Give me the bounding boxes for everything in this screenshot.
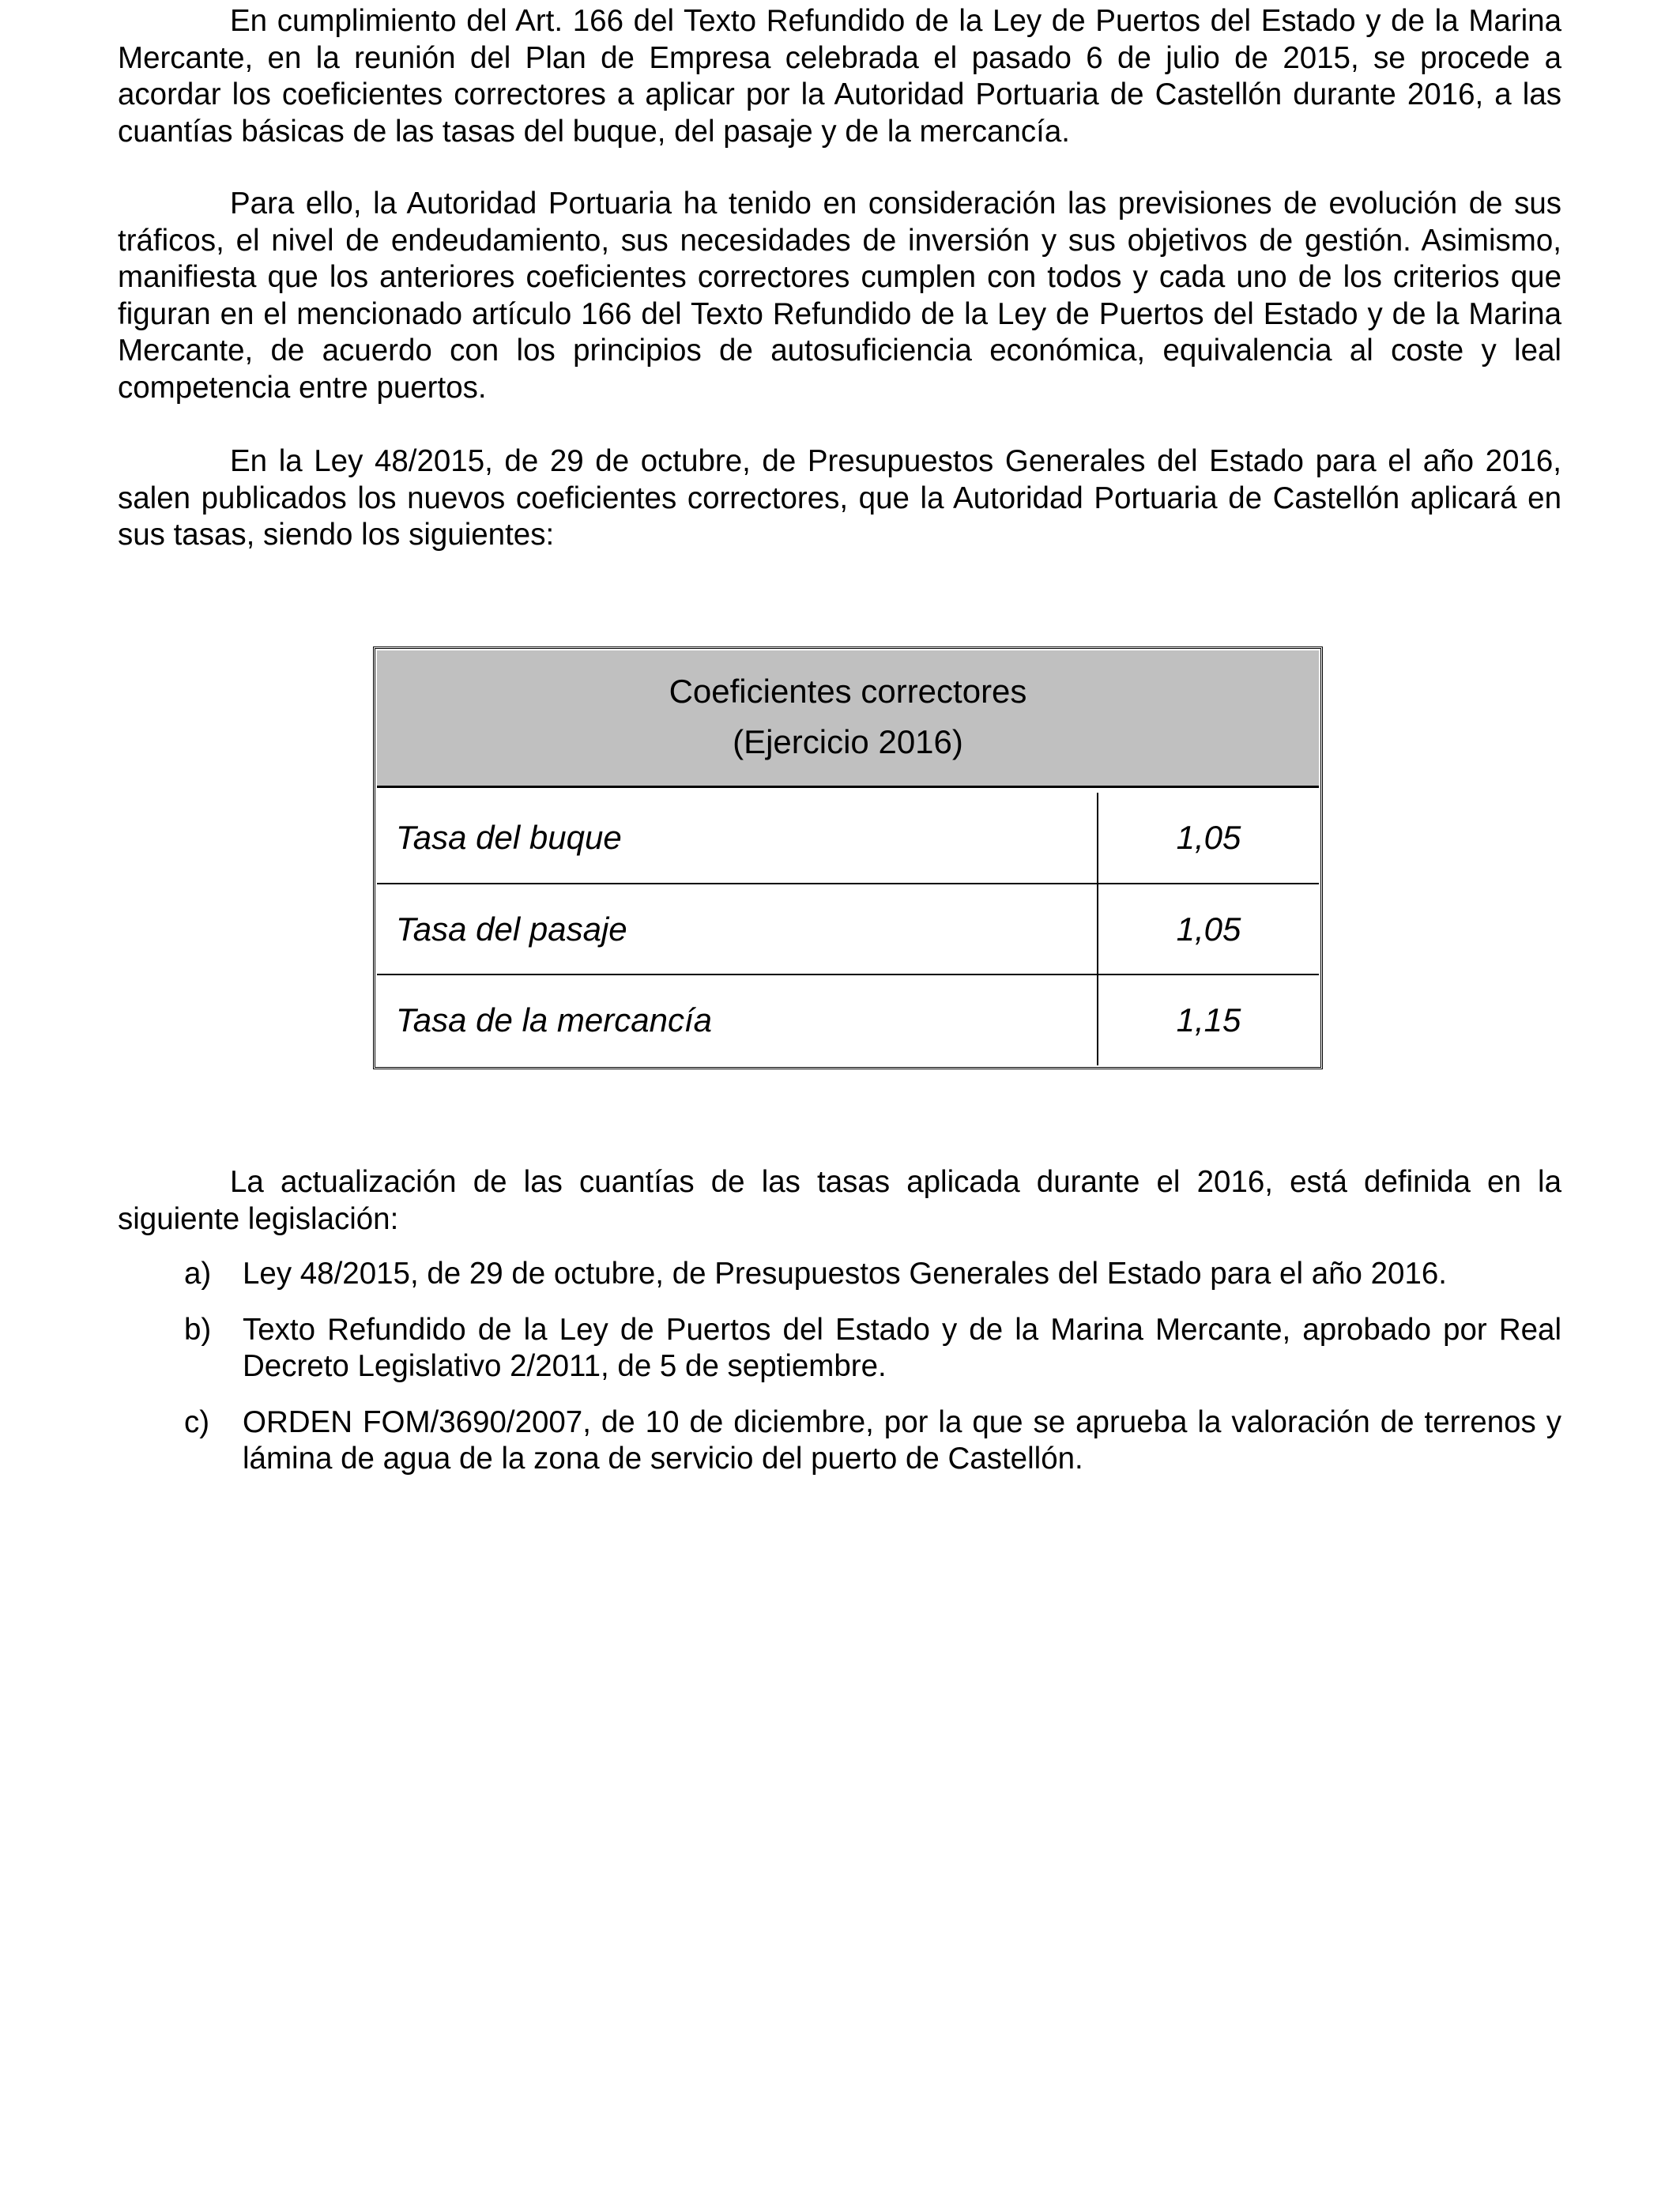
row-label: Tasa del pasaje xyxy=(396,910,627,948)
list-item xyxy=(118,1256,1561,1293)
table-row xyxy=(377,793,1319,883)
table-row xyxy=(377,883,1319,973)
coefficients-table xyxy=(373,647,1323,1069)
list-item-text: Texto Refundido de la Ley de Puertos del Estado y de la Marina Mercante, aprobado por Real Decreto Legislativo 2/2011, de 5 de septiembre. xyxy=(243,1312,1561,1383)
row-value: 1,15 xyxy=(1097,975,1319,1065)
paragraph-considerations: Para ello, la Autoridad Portuaria ha tenido en consideración las previsiones de evolución de sus tráficos, el nivel de endeudamiento, sus necesidades de inversión y sus objetivos de gestión. Asimismo, manifiesta que los anteriores coeficientes correctores cumplen con todos y cada uno de los criterios que figuran en el mencionado artículo 166 del Texto Refundido de la Ley de Puertos del Estado y de la Marina Mercante, de acuerdo con los principios de autosuficiencia económica, equivalencia al coste y leal competencia entre puertos. xyxy=(118,187,1561,405)
paragraph-art-166: En cumplimiento del Art. 166 del Texto Refundido de la Ley de Puertos del Estado y de la Marina Mercante, en la reunión del Plan de Empresa celebrada el pasado 6 de julio de 2015, se procede a acordar los coeficientes correctores a aplicar por la Autoridad Portuaria de Castellón durante 2016, a las cuantías básicas de las tasas del buque, del pasaje y de la mercancía. xyxy=(118,4,1561,149)
table-subtitle: (Ejercicio 2016) xyxy=(733,723,963,760)
row-label: Tasa del buque xyxy=(396,819,622,856)
row-label: Tasa de la mercancía xyxy=(396,1001,713,1039)
row-value: 1,05 xyxy=(1097,793,1319,883)
list-marker: a) xyxy=(184,1257,212,1291)
row-value: 1,05 xyxy=(1097,884,1319,974)
document-page xyxy=(118,0,1561,2194)
list-marker: c) xyxy=(184,1404,210,1439)
list-item xyxy=(118,1404,1561,1478)
list-item xyxy=(118,1312,1561,1385)
table-header xyxy=(377,650,1319,788)
paragraph-ley-48-2015: En la Ley 48/2015, de 29 de octubre, de Presupuestos Generales del Estado para el año 2016, salen publicados los nuevos coeficientes correctores, que la Autoridad Portuaria de Castellón aplicará en sus tasas, siendo los siguientes: xyxy=(118,444,1561,552)
list-item-text: ORDEN FOM/3690/2007, de 10 de diciembre, por la que se aprueba la valoración de terrenos y lámina de agua de la zona de servicio del puerto de Castellón. xyxy=(243,1404,1561,1476)
list-marker: b) xyxy=(184,1312,212,1347)
paragraph-legislation-intro: La actualización de las cuantías de las tasas aplicada durante el 2016, está definida en la siguiente legislación: xyxy=(118,1165,1561,1236)
table-row xyxy=(377,974,1319,1064)
legislation-list xyxy=(118,1256,1561,1497)
list-item-text: Ley 48/2015, de 29 de octubre, de Presupuestos Generales del Estado para el año 2016. xyxy=(243,1257,1447,1291)
table-title: Coeficientes correctores xyxy=(669,673,1027,710)
